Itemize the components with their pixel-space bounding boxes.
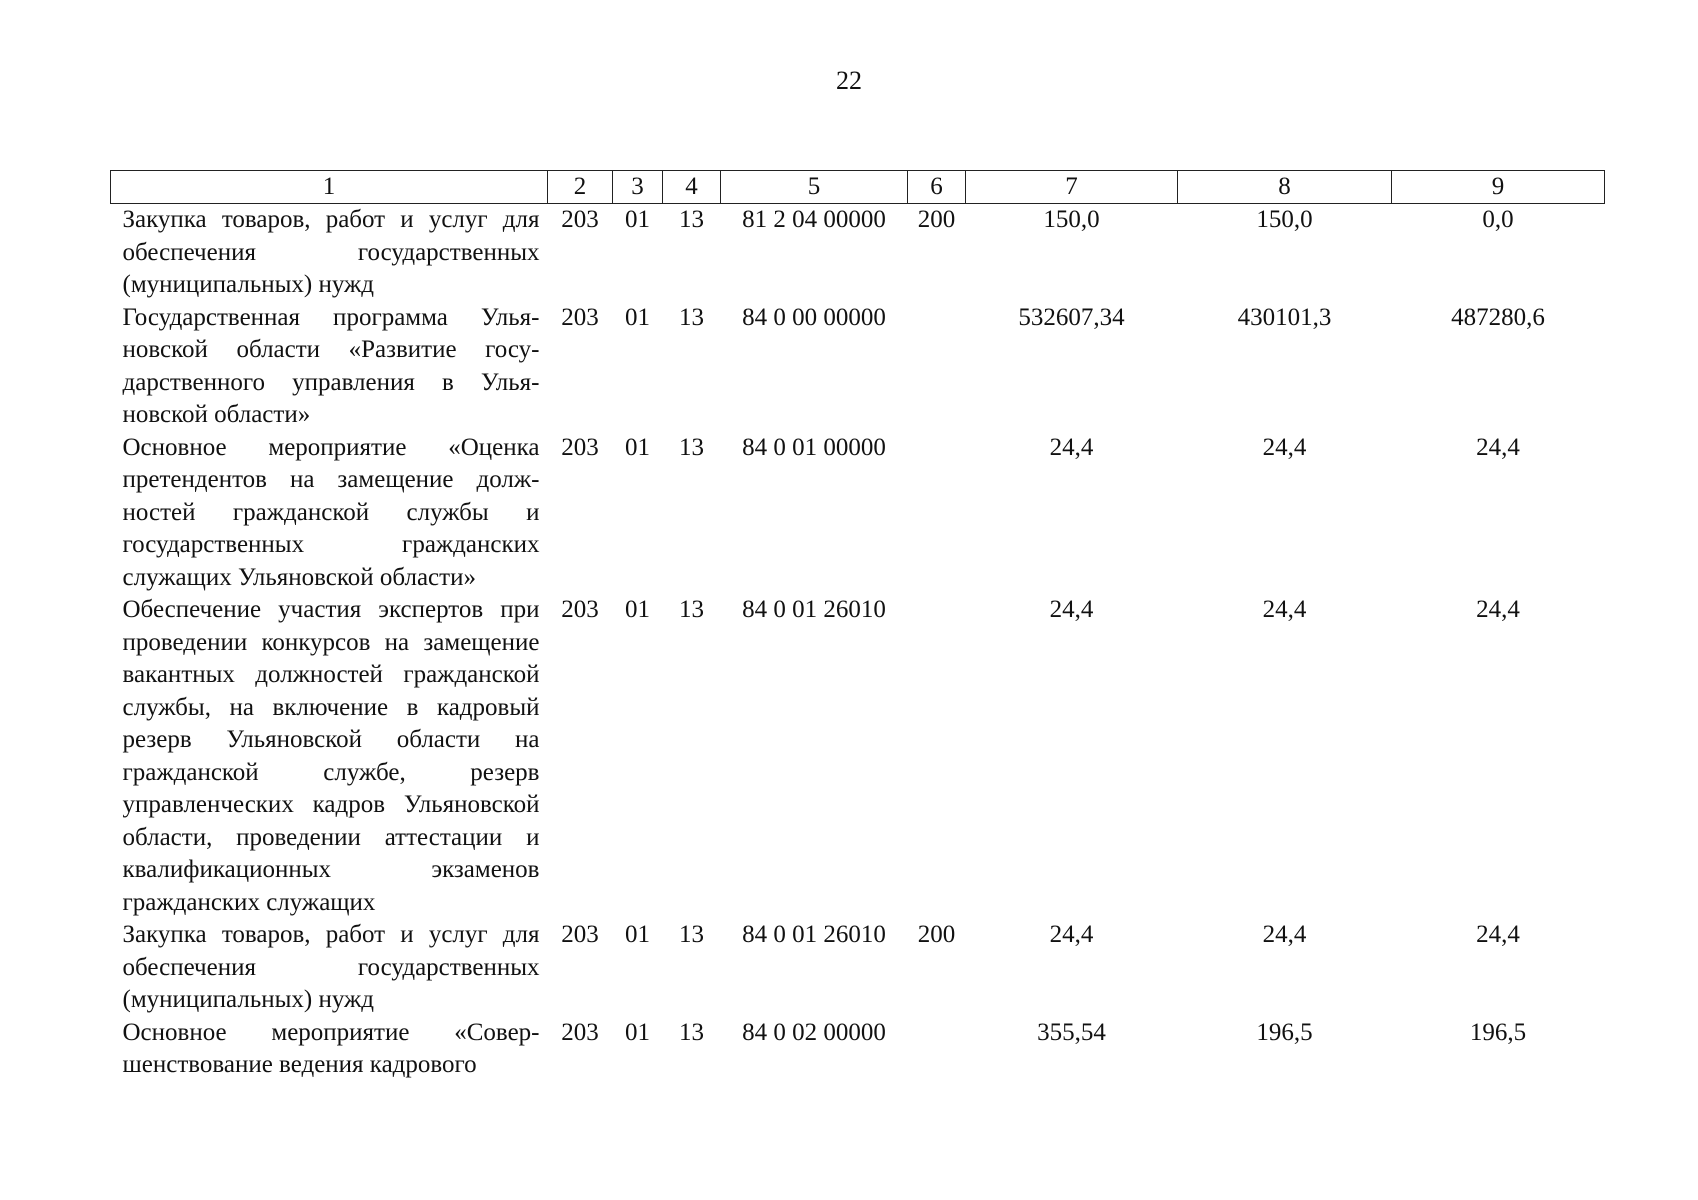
table-row xyxy=(111,594,1605,919)
column-header-1: 1 xyxy=(111,171,548,204)
cell-target-article: 84 0 02 00000 xyxy=(742,1018,886,1046)
cell-amount-col7: 532607,34 xyxy=(1018,303,1125,331)
cell-amount-col8: 196,5 xyxy=(1256,1018,1313,1046)
table-row xyxy=(111,919,1605,1017)
budget-table xyxy=(110,170,1605,1082)
column-header-3: 3 xyxy=(613,171,663,204)
table-row xyxy=(111,302,1605,432)
row-name: Обеспечение участия экспертов при проведении конкурсов на замещение вакантных должностей гражданской службы, на включение в кадровый резерв Ульяновской области на гражданской службе, резерв управленческих кадров Ульяновской области, проведении аттестации и квалификационных экзаменов гражданских служащих xyxy=(122,596,540,916)
cell-section-code: 203 xyxy=(561,206,599,233)
cell-amount-col8: 24,4 xyxy=(1262,921,1307,948)
column-header-5: 5 xyxy=(721,171,908,204)
header-row xyxy=(111,171,1605,204)
cell-expense-type: 200 xyxy=(917,206,956,233)
page-number: 22 xyxy=(836,66,862,95)
cell-amount-col9: 0,0 xyxy=(1482,206,1514,233)
cell-amount-col9: 24,4 xyxy=(1476,921,1520,948)
cell-division-code: 01 xyxy=(625,206,650,233)
column-header-9: 9 xyxy=(1392,171,1605,204)
table-row xyxy=(111,204,1605,302)
cell-amount-col7: 355,54 xyxy=(1037,1018,1106,1046)
cell-amount-col8: 150,0 xyxy=(1256,206,1313,233)
row-name: Государственная программа Ульяновской области «Развитие государственного управления в Ульяновской области» xyxy=(122,303,540,428)
cell-section-code: 203 xyxy=(561,596,599,623)
cell-division-code: 01 xyxy=(625,303,650,331)
cell-amount-col7: 24,4 xyxy=(1049,596,1094,623)
row-name: Закупка товаров, работ и услуг для обеспечения государственных (муниципальных) нужд xyxy=(122,921,540,1013)
cell-section-code: 203 xyxy=(561,1018,599,1046)
column-header-6: 6 xyxy=(908,171,966,204)
cell-amount-col9: 196,5 xyxy=(1469,1018,1527,1046)
column-header-2: 2 xyxy=(548,171,613,204)
cell-subdivision-code: 13 xyxy=(679,1018,704,1046)
cell-amount-col7: 24,4 xyxy=(1049,921,1094,948)
cell-division-code: 01 xyxy=(625,1018,650,1046)
cell-expense-type xyxy=(908,594,966,919)
row-name: Закупка товаров, работ и услуг для обеспечения государственных (муниципальных) нужд xyxy=(122,206,540,298)
cell-amount-col9: 24,4 xyxy=(1476,596,1520,623)
cell-subdivision-code: 13 xyxy=(679,206,704,233)
cell-division-code: 01 xyxy=(625,921,650,948)
cell-amount-col8: 430101,3 xyxy=(1237,303,1332,331)
column-header-7: 7 xyxy=(966,171,1178,204)
cell-target-article: 84 0 00 00000 xyxy=(742,303,886,331)
cell-expense-type: 200 xyxy=(917,921,956,948)
cell-target-article: 84 0 01 26010 xyxy=(742,921,886,948)
cell-subdivision-code: 13 xyxy=(679,596,704,623)
column-header-8: 8 xyxy=(1178,171,1392,204)
table-header xyxy=(111,171,1605,204)
cell-section-code: 203 xyxy=(561,921,599,948)
cell-amount-col9: 24,4 xyxy=(1476,433,1520,461)
cell-amount-col8: 24,4 xyxy=(1262,433,1307,461)
table-row xyxy=(111,432,1605,595)
cell-expense-type xyxy=(908,1017,966,1082)
cell-target-article: 84 0 01 26010 xyxy=(742,596,886,623)
cell-amount-col7: 150,0 xyxy=(1043,206,1100,233)
cell-target-article: 84 0 01 00000 xyxy=(742,433,886,461)
row-name: Основное мероприятие «Оценка претендентов на замещение должностей гражданской службы и государственных гражданских служащих Ульяновской области» xyxy=(122,433,540,591)
row-name: Основное мероприятие «Совершенствование ведения кадрового xyxy=(122,1018,540,1078)
cell-target-article: 81 2 04 00000 xyxy=(742,206,886,233)
table-row xyxy=(111,1017,1605,1082)
cell-expense-type xyxy=(908,302,966,432)
cell-division-code: 01 xyxy=(625,596,650,623)
cell-amount-col7: 24,4 xyxy=(1049,433,1094,461)
cell-amount-col9: 487280,6 xyxy=(1451,303,1545,331)
cell-division-code: 01 xyxy=(625,433,650,461)
cell-section-code: 203 xyxy=(561,433,599,461)
column-header-4: 4 xyxy=(663,171,721,204)
cell-amount-col8: 24,4 xyxy=(1262,596,1307,623)
table-body xyxy=(111,204,1605,1082)
cell-subdivision-code: 13 xyxy=(679,303,704,331)
cell-subdivision-code: 13 xyxy=(679,433,704,461)
cell-expense-type xyxy=(908,432,966,595)
cell-subdivision-code: 13 xyxy=(679,921,704,948)
cell-section-code: 203 xyxy=(561,303,599,331)
